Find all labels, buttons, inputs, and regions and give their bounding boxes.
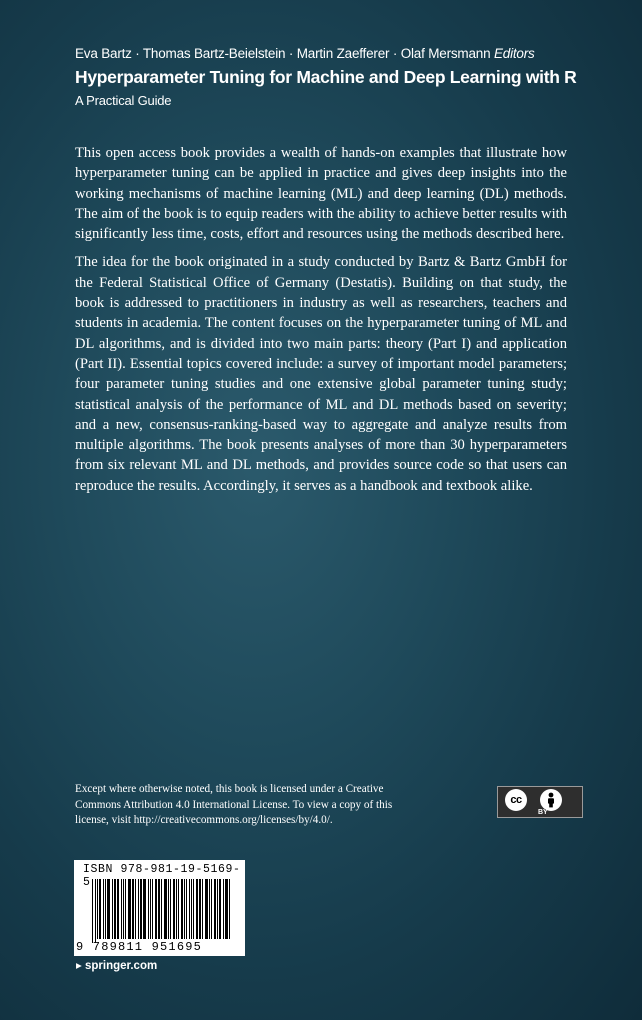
barcode-bar [105,879,106,939]
barcode-bar [186,879,187,939]
barcode-bar [214,879,216,939]
barcode-bar [181,879,183,939]
barcode-bar [199,879,201,939]
barcode-bar [223,879,224,939]
isbn-label: ISBN 978-981-19-5169-5 [83,863,241,889]
barcode-bar [202,879,203,939]
by-label: BY [538,809,548,816]
book-subtitle: A Practical Guide [75,93,172,108]
editors-line [75,46,535,61]
triangle-right-icon: ▸ [76,960,82,972]
barcode-bar [117,879,119,939]
publisher-link[interactable] [76,958,157,972]
cc-by-license-badge[interactable] [497,786,583,818]
editors-role: Editors [493,46,535,61]
barcode-bar [191,879,192,939]
barcode-bar [205,879,208,939]
barcode-bars [92,879,232,941]
cc-mark: cc [510,794,522,806]
barcode-bar [209,879,210,939]
barcode-bar [189,879,190,939]
barcode-bar [178,879,179,939]
barcode-bar [184,879,185,939]
barcode-bar [161,879,162,939]
attribution-person-icon [540,789,562,811]
barcode-bar [140,879,142,939]
barcode-bar [219,879,221,939]
description-paragraph-1: This open access book provides a wealth of hands-on examples that illustrate how hyperparameter tuning can be applied in practice and gives deep insights into the working mechanisms of machine learning (ML) and deep learning (DL) methods. The aim of the book is to equip readers with the ability to achieve better results with significantly less time, costs, effort and resources using the methods described here. [75,145,567,243]
barcode-bar [135,879,136,939]
barcode-bar [158,879,160,939]
barcode-bar [155,879,157,939]
barcode-bar [164,879,167,939]
barcode-bar [152,879,153,939]
barcode-digits: 9 789811 951695 [76,940,203,954]
barcode-bar [225,879,228,939]
barcode-bar [123,879,124,939]
book-title: Hyperparameter Tuning for Machine and Deep Learning with R [75,67,577,87]
barcode-bar [112,879,113,939]
barcode-bar [132,879,134,939]
book-description [75,143,567,504]
barcode-bar [99,879,101,939]
isbn-barcode [74,860,245,956]
barcode-bar [125,879,126,939]
barcode-bar [95,879,96,943]
barcode-bar [176,879,177,939]
barcode-bar [170,879,171,939]
license-notice: Except where otherwise noted, this book is licensed under a Creative Commons Attribution 4.0 International License. To view a copy of this license, visit http://creativecommons.org/licenses/by/4.0/. [75,783,393,826]
barcode-bar [138,879,139,939]
barcode-bar [121,879,122,939]
barcode-bar [150,879,151,939]
barcode-bar [168,879,169,939]
publisher-url: springer.com [84,960,158,972]
barcode-bar [196,879,198,939]
barcode-bar [211,879,212,939]
barcode-bar [143,879,146,939]
barcode-bar [114,879,116,939]
barcode-bar [92,879,93,943]
description-paragraph-2: The idea for the book originated in a study conducted by Bartz & Bartz GmbH for the Federal Statistical Office of Germany (Destatis). Building on that study, the book is addressed to practitioners in industry as well as researchers, teachers and students in academia. The content focuses on the hyperparameter tuning of ML and DL algorithms, and is divided into two main parts: theory (Part I) and application (Part II). Essential topics covered include: a survey of important model parameters; four parameter tuning studies and one extensive global parameter tuning study; statistical analysis of the performance of ML and DL methods based on severity; and a new, consensus-ranking-based way to aggregate and analyze results from multiple algorithms. The book presents analyses of more than 30 hyperparameters from six relevant ML and DL methods, and provides source code so that users can reproduce the results. Accordingly, it serves as a handbook and textbook alike. [75,254,567,494]
barcode-bar [97,879,98,939]
barcode-bar [217,879,218,939]
person-icon [544,792,558,808]
barcode-bar [229,879,230,939]
barcode-bar [148,879,149,939]
barcode-bar [128,879,131,939]
editors-names: Eva Bartz · Thomas Bartz-Beielstein · Martin Zaefferer · Olaf Mersmann [75,46,491,61]
barcode-bar [193,879,194,939]
barcode-bar [173,879,175,939]
barcode-bar [107,879,110,939]
cc-icon [505,789,527,811]
barcode-bar [103,879,104,939]
